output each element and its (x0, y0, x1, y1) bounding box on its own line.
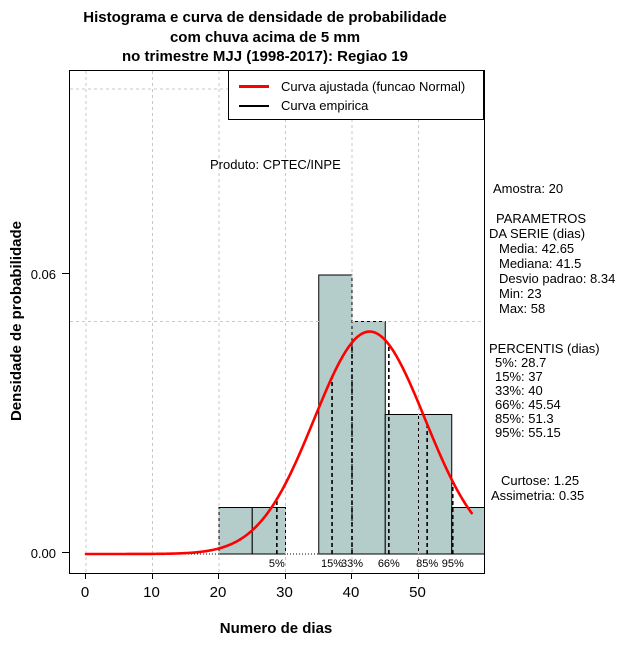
percentile-label: 33% (340, 558, 364, 570)
stat-param-header2: DA SERIE (dias) (489, 226, 586, 241)
percentile-label: 95% (441, 558, 464, 570)
x-tick-mark (85, 573, 86, 579)
stat-param-header1: PARAMETROS (496, 211, 587, 226)
stats-panel (487, 181, 639, 503)
stat-amostra: Amostra: 20 (493, 181, 564, 196)
x-tick-label: 50 (409, 584, 426, 601)
stat-percentil-item: 5%: 28.7 (495, 355, 547, 370)
stat-percentil-item: 95%: 55.15 (495, 425, 561, 440)
percentile-label: 66% (377, 558, 400, 570)
stat-param-list (487, 241, 639, 316)
y-axis-label: Densidade de probabilidade (8, 220, 25, 422)
legend-item (229, 96, 483, 115)
x-tick-label: 0 (80, 584, 90, 601)
stat-percentil-item: 15%: 37 (495, 369, 543, 384)
percentile-label: 5% (268, 558, 285, 570)
x-tick-mark (418, 573, 419, 579)
plot-area (69, 70, 485, 574)
chart-title-line3: no trimestre MJJ (1998-2017): Regiao 19 (122, 48, 408, 65)
histogram-bar (252, 508, 285, 555)
percentile-label: 15% (321, 558, 344, 570)
stat-param-item: Max: 58 (499, 301, 546, 316)
plot-canvas (70, 71, 484, 573)
x-tick-mark (152, 573, 153, 579)
x-axis-label: Numero de dias (219, 620, 333, 637)
y-tick-mark-000 (62, 552, 69, 553)
x-tick-label: 20 (209, 584, 227, 601)
histogram-bar (452, 508, 484, 555)
chart-title (30, 8, 500, 67)
legend (228, 70, 484, 120)
percentile-label: 85% (416, 558, 439, 570)
x-tick-mark (351, 573, 352, 579)
stat-curtose: Curtose: 1.25 (501, 473, 580, 488)
legend-item-label: Curva empirica (281, 98, 369, 113)
x-tick-label: 30 (276, 584, 293, 601)
stat-percentil-item: 33%: 40 (495, 383, 543, 398)
product-watermark: Produto: CPTEC/INPE (210, 157, 341, 172)
x-tick-mark (218, 573, 219, 579)
legend-line-sample (239, 105, 269, 107)
x-tick-label: 40 (342, 584, 360, 601)
histogram-bar (385, 415, 418, 555)
legend-item-label: Curva ajustada (funcao Normal) (281, 79, 466, 94)
stat-param-item: Min: 23 (499, 286, 542, 301)
chart-title-line1: Histograma e curva de densidade de probabilidade (83, 9, 447, 26)
stat-percentil-item: 85%: 51.3 (495, 411, 554, 426)
x-tick-mark (285, 573, 286, 579)
stat-percentil-item: 66%: 45.54 (495, 397, 561, 412)
stat-param-item: Media: 42.65 (499, 241, 575, 256)
legend-item (229, 77, 483, 96)
histogram-bar (352, 322, 385, 555)
stat-percentis-list (487, 356, 639, 440)
y-tick-mark-006 (62, 273, 69, 274)
stat-percentis-header: PERCENTIS (dias) (489, 341, 600, 356)
y-tick-label-000: 0.00 (30, 546, 56, 561)
chart-title-line2: com chuva acima de 5 mm (169, 28, 361, 46)
legend-line-sample (239, 85, 269, 88)
y-tick-label-006: 0.06 (30, 267, 56, 282)
stat-param-item: Mediana: 41.5 (499, 256, 582, 271)
histogram-bar (419, 415, 452, 555)
stat-assimetria: Assimetria: 0.35 (491, 488, 585, 503)
stat-param-item: Desvio padrao: 8.34 (499, 271, 616, 286)
histogram-bar (319, 275, 352, 554)
x-tick-label: 10 (143, 584, 160, 601)
